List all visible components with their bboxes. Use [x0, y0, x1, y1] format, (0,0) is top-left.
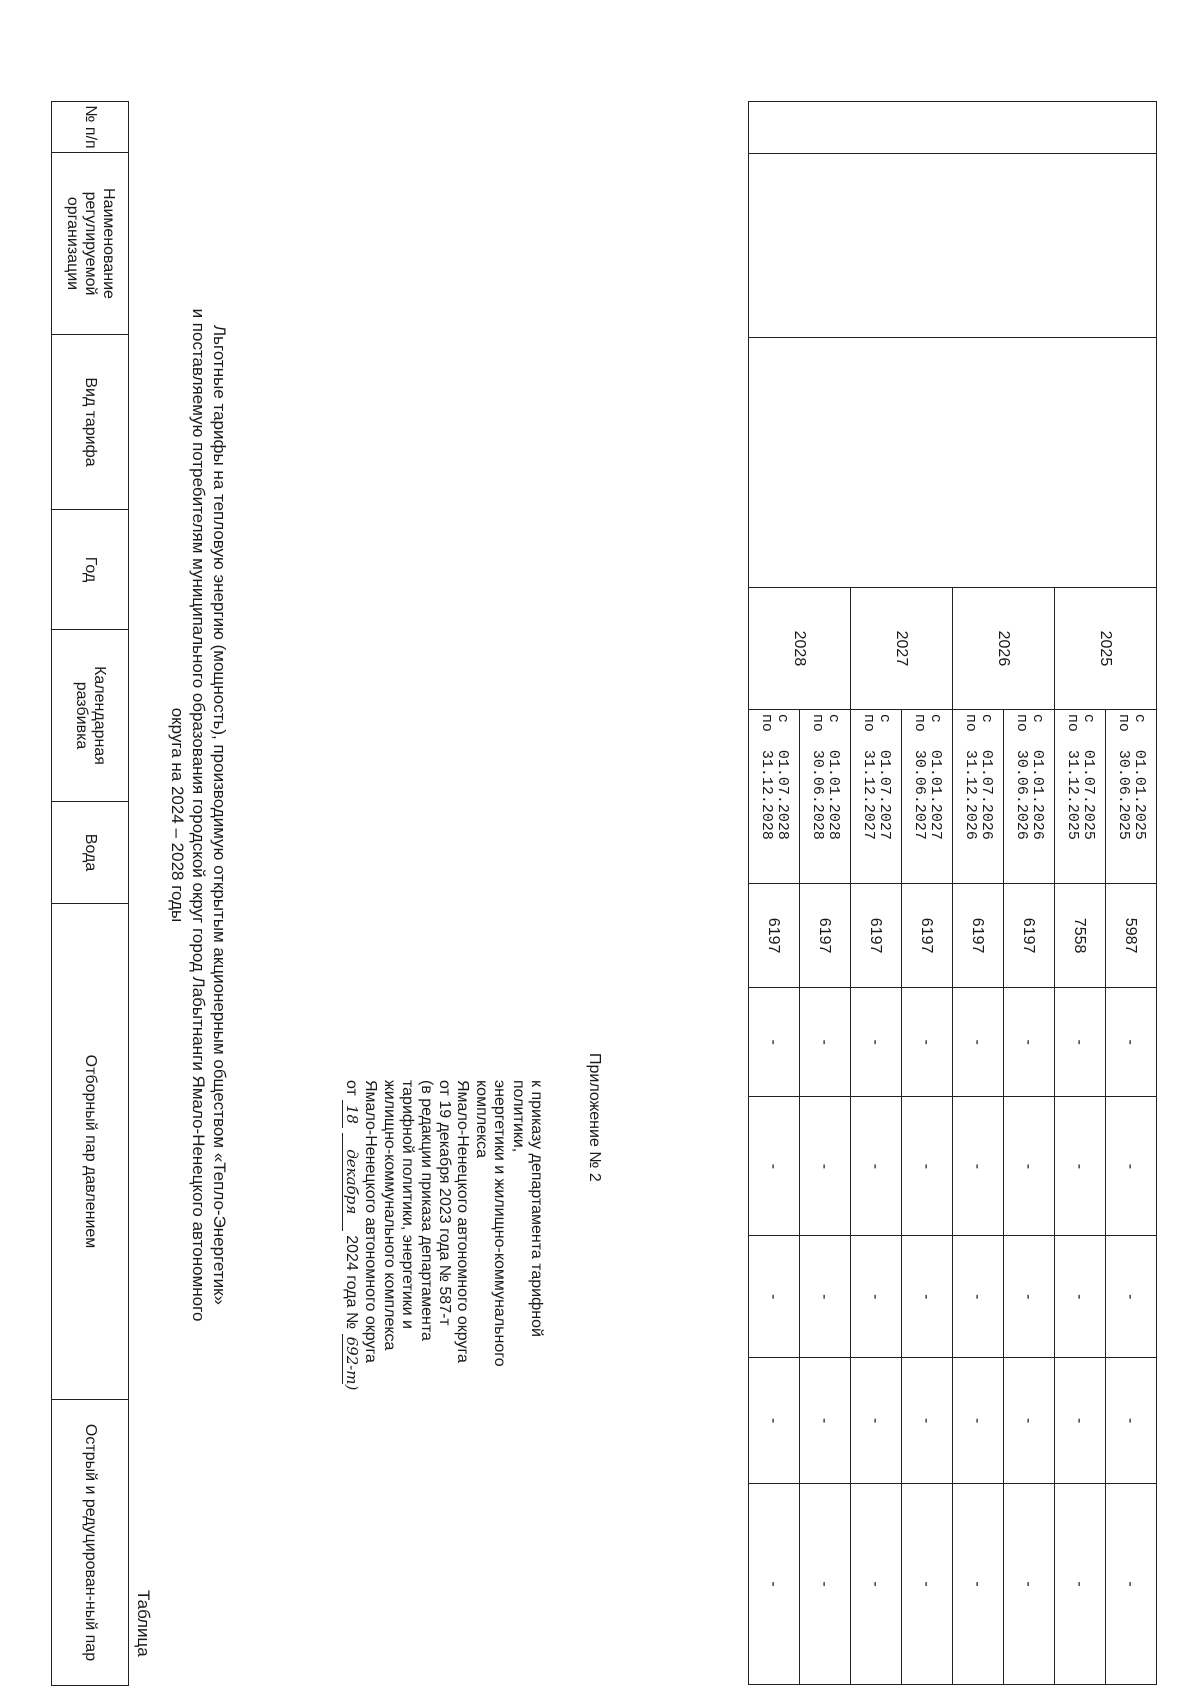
period-from: с 01.07.2025 — [1080, 713, 1097, 840]
dash-cell: - — [1055, 1484, 1106, 1685]
period-from: с 01.01.2027 — [927, 713, 944, 840]
period-to: по 30.06.2028 — [809, 713, 826, 840]
period-cell — [749, 709, 800, 884]
period-from: с 01.07.2028 — [774, 713, 791, 840]
title-line-2: и поставляемую потребителям муниципального образования городской округ город Лабытнанги Ямало-Ненецкого автономного — [189, 308, 208, 1322]
dash-cell: - — [800, 1358, 851, 1484]
water-value: 6197 — [851, 884, 902, 988]
header-calendar-breakdown: Календарная разбивка — [52, 630, 129, 802]
title-line-1: Льготные тарифы на тепловую энергию (мощность), производимую открытым акционерным обществом «Тепло-Энергетик» — [210, 325, 229, 1305]
header-live-steam: Острый и редуцирован-ный пар — [52, 1400, 129, 1686]
appendix-line-5: Ямало-Ненецкого автономного округа — [454, 1080, 472, 1363]
period-to: по 31.12.2025 — [1064, 713, 1081, 840]
water-value: 6197 — [953, 884, 1004, 988]
period-to: по 30.06.2027 — [911, 713, 928, 840]
water-value: 6197 — [749, 884, 800, 988]
date-year-text: 2024 года № — [342, 1235, 360, 1330]
period-to: по 31.12.2027 — [860, 713, 877, 840]
dash-cell: - — [1055, 1358, 1106, 1484]
year-cell: 2025 — [1055, 588, 1157, 710]
water-value: 5987 — [1106, 884, 1157, 988]
period-from: с 01.01.2026 — [1029, 713, 1046, 840]
period-cell — [953, 709, 1004, 884]
water-value: 7558 — [1055, 884, 1106, 988]
dash-cell: - — [749, 1358, 800, 1484]
dash-cell: - — [1055, 1097, 1106, 1236]
dash-cell: - — [749, 1236, 800, 1358]
appendix-text — [342, 1080, 545, 1500]
appendix-line-2: политики, — [509, 1080, 527, 1153]
dash-cell: - — [1004, 1236, 1055, 1358]
period-from: с 01.01.2028 — [825, 713, 842, 840]
organization-cell — [749, 153, 1157, 338]
tariff-type-cell — [749, 338, 1157, 588]
dash-cell: - — [902, 1358, 953, 1484]
dash-cell: - — [953, 1484, 1004, 1685]
table-label: Таблица — [134, 1590, 153, 1657]
dash-cell: - — [953, 987, 1004, 1097]
dash-cell: - — [851, 1097, 902, 1236]
dash-cell: - — [1055, 1236, 1106, 1358]
header-water: Вода — [52, 802, 129, 904]
appendix-line-9: жилищно-коммунального комплекса — [380, 1080, 398, 1351]
header-row — [52, 102, 129, 1686]
dash-cell: - — [851, 1236, 902, 1358]
period-cell — [800, 709, 851, 884]
header-number: № п/п — [52, 102, 129, 153]
dash-cell: - — [902, 1236, 953, 1358]
period-cell — [851, 709, 902, 884]
period-cell — [1106, 709, 1157, 884]
dash-cell: - — [1106, 1097, 1157, 1236]
dash-cell: - — [1004, 1097, 1055, 1236]
dash-cell: - — [800, 1097, 851, 1236]
period-to: по 31.12.2026 — [962, 713, 979, 840]
header-organization: Наименование регулируемой организации — [52, 153, 129, 335]
appendix-date-line — [342, 1080, 361, 1500]
appendix-line-10: Ямало-Ненецкого автономного округа — [362, 1080, 380, 1363]
appendix-line-3: энергетики и жилищно-коммунального — [491, 1080, 509, 1367]
dash-cell: - — [1055, 987, 1106, 1097]
document-title — [167, 150, 230, 1480]
period-to: по 30.06.2026 — [1013, 713, 1030, 840]
dash-cell: - — [749, 1097, 800, 1236]
period-cell — [902, 709, 953, 884]
dash-cell: - — [902, 987, 953, 1097]
dash-cell: - — [800, 1236, 851, 1358]
handwritten-day: 18 — [342, 1100, 361, 1128]
water-value: 6197 — [800, 884, 851, 988]
dash-cell: - — [953, 1236, 1004, 1358]
handwritten-order-number: 692-т) — [342, 1334, 361, 1384]
header-extraction-steam: Отборный пар давлением — [52, 904, 129, 1400]
dash-cell: - — [1004, 1484, 1055, 1685]
dash-cell: - — [800, 1484, 851, 1685]
dash-cell: - — [749, 1484, 800, 1685]
dash-cell: - — [1106, 1358, 1157, 1484]
period-from: с 01.07.2026 — [978, 713, 995, 840]
dash-cell: - — [800, 987, 851, 1097]
header-year: Год — [52, 510, 129, 630]
period-from: с 01.07.2027 — [876, 713, 893, 840]
appendix-line-4: комплекса — [472, 1080, 490, 1159]
dash-cell: - — [953, 1358, 1004, 1484]
dash-cell: - — [851, 1358, 902, 1484]
year-cell: 2026 — [953, 588, 1055, 710]
dash-cell: - — [749, 987, 800, 1097]
dash-cell: - — [851, 987, 902, 1097]
dash-cell: - — [1106, 1236, 1157, 1358]
dash-cell: - — [1106, 987, 1157, 1097]
dash-cell: - — [902, 1097, 953, 1236]
period-cell — [1055, 709, 1106, 884]
handwritten-month: декабря — [342, 1133, 361, 1231]
tariff-data-table — [748, 101, 1157, 1685]
period-to: по 30.06.2025 — [1115, 713, 1132, 840]
water-value: 6197 — [1004, 884, 1055, 988]
dash-cell: - — [1004, 987, 1055, 1097]
dash-cell: - — [953, 1097, 1004, 1236]
table-row — [1106, 102, 1157, 1685]
number-cell — [749, 102, 1157, 154]
appendix-line-1: к приказу департамента тарифной — [528, 1080, 545, 1337]
appendix-line-6: от 19 декабря 2023 года № 587-т — [435, 1080, 453, 1326]
date-prefix: от — [342, 1080, 360, 1096]
dash-cell: - — [1106, 1484, 1157, 1685]
water-value: 6197 — [902, 884, 953, 988]
title-line-3: округа на 2024 – 2028 годы — [168, 707, 187, 923]
appendix-line-7: (в редакции приказа департамента — [417, 1080, 435, 1341]
dash-cell: - — [1004, 1358, 1055, 1484]
tariff-header-table — [51, 101, 129, 1686]
dash-cell: - — [902, 1484, 953, 1685]
header-tariff-type: Вид тарифа — [52, 335, 129, 510]
year-cell: 2027 — [851, 588, 953, 710]
period-cell — [1004, 709, 1055, 884]
dash-cell: - — [851, 1484, 902, 1685]
year-cell: 2028 — [749, 588, 851, 710]
period-from: с 01.01.2025 — [1131, 713, 1148, 840]
appendix-title: Приложение № 2 — [586, 1053, 603, 1182]
period-to: по 31.12.2028 — [758, 713, 775, 840]
appendix-line-8: тарифной политики, энергетики и — [399, 1080, 417, 1329]
